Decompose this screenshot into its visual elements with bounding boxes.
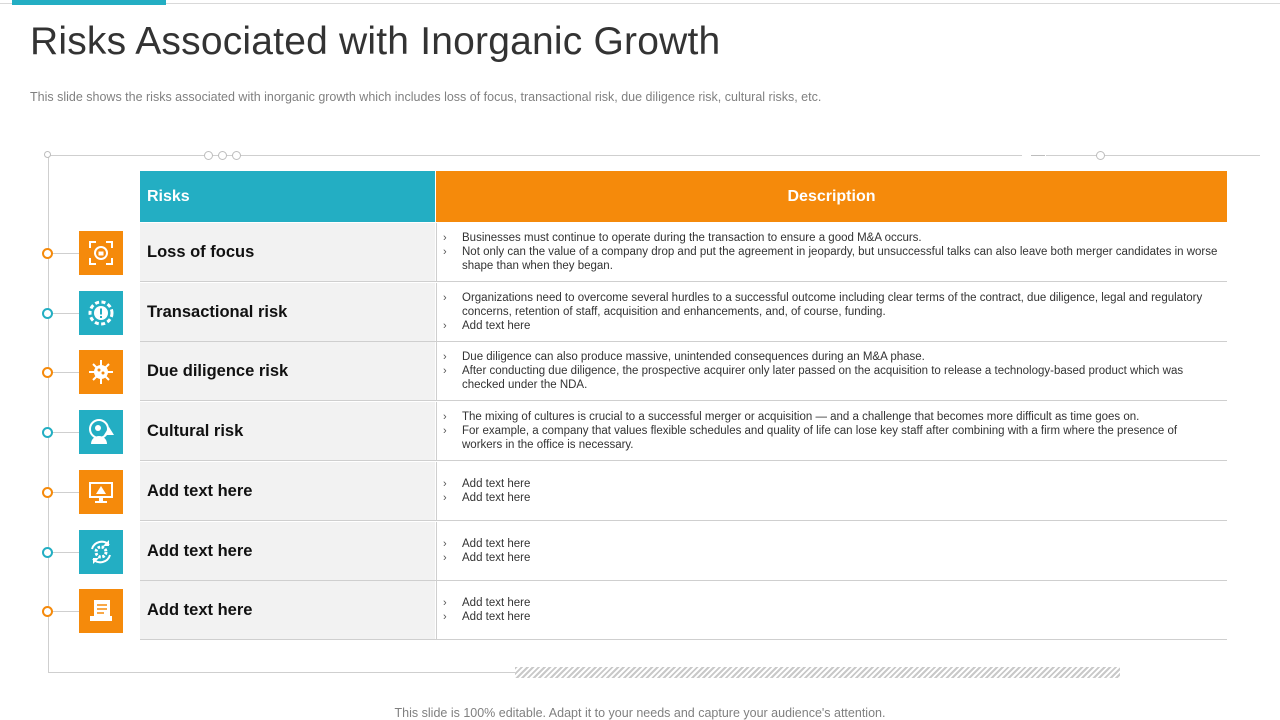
risk-name: Add text here [140,462,435,520]
timeline-dot [42,367,53,378]
bullet-text: For example, a company that values flexible schedules and quality of life can lose key staff after combining with a firm where the presence of workers in the office is necessary. [462,425,1178,451]
risk-description [436,283,1227,341]
slide-title: Risks Associated with Inorganic Growth [30,20,721,63]
risk-description [436,522,1227,580]
frame-ring [218,151,227,160]
risks-column-header: Risks [140,171,435,222]
frame-ring [1096,151,1105,160]
risk-name: Transactional risk [140,283,435,341]
description-bullet [443,364,1219,392]
bullet-text: Businesses must continue to operate during the transaction to ensure a good M&A occurs. [462,232,922,244]
bullet-text: Add text here [462,597,531,609]
description-bullet [443,477,1219,491]
bullet-text: Add text here [462,538,531,550]
chevron-right-icon: › [443,411,447,423]
chevron-right-icon: › [443,365,447,377]
table-row [140,342,1227,401]
table-row [140,223,1227,282]
timeline-dot [42,248,53,259]
frame-dash [1031,155,1045,156]
description-bullet [443,231,1219,245]
table-row [140,522,1227,581]
risk-name: Cultural risk [140,402,435,460]
risk-name: Add text here [140,581,435,639]
refresh-gear-icon [79,530,123,574]
timeline-dot [42,606,53,617]
chevron-right-icon: › [443,425,447,437]
timeline-dot [42,308,53,319]
bullet-text: Due diligence can also produce massive, unintended consequences during an M&A phase. [462,351,925,363]
risk-name: Due diligence risk [140,342,435,400]
bullet-text: Add text here [462,552,531,564]
description-bullet [443,491,1219,505]
hatch-bar [515,667,1120,678]
bullet-text: Not only can the value of a company drop and put the agreement in jeopardy, but unsuccessful talks can also leave both merger candidates in worse shape than when they began. [462,246,1218,272]
focus-icon [79,231,123,275]
risk-name: Add text here [140,522,435,580]
chevron-right-icon: › [443,246,447,258]
chevron-right-icon: › [443,611,447,623]
timeline-dot [42,427,53,438]
risk-description [436,223,1227,281]
risk-description [436,581,1227,639]
timeline-dot [42,487,53,498]
frame-ring [204,151,213,160]
description-bullet [443,410,1219,424]
description-bullet [443,291,1219,319]
table-row [140,581,1227,640]
description-bullet [443,319,1219,333]
risk-description [436,342,1227,400]
virus-icon [79,350,123,394]
table-row [140,462,1227,521]
risk-description [436,402,1227,460]
frame-ring [232,151,241,160]
description-bullet [443,537,1219,551]
table-row [140,283,1227,342]
chevron-right-icon: › [443,292,447,304]
document-icon [79,589,123,633]
alert-gear-icon [79,291,123,335]
description-bullet [443,610,1219,624]
description-bullet [443,424,1219,452]
chevron-right-icon: › [443,478,447,490]
bullet-text: After conducting due diligence, the prospective acquirer only later passed on the acquisition to release a technology-based product which was checked under the NDA. [462,365,1184,391]
bullet-text: Add text here [462,611,531,623]
chevron-right-icon: › [443,552,447,564]
top-accent-bar [12,0,166,5]
bullet-text: The mixing of cultures is crucial to a successful merger or acquisition — and a challenge that becomes more difficult as time goes on. [462,411,1140,423]
table-row [140,402,1227,461]
frame-bottom-line [48,672,518,673]
bullet-text: Organizations need to overcome several hurdles to a successful outcome including clear terms of the contract, due diligence, legal and regulatory concerns, retention of staff, acquisition and enhancements, and, of course, funding. [462,292,1203,318]
culture-people-icon [79,410,123,454]
description-bullet [443,245,1219,273]
frame-top-line [48,155,1260,156]
description-column-header: Description [436,171,1227,222]
timeline-dot [42,547,53,558]
risk-description [436,462,1227,520]
monitor-warning-icon [79,470,123,514]
description-bullet [443,596,1219,610]
chevron-right-icon: › [443,232,447,244]
description-bullet [443,350,1219,364]
chevron-right-icon: › [443,538,447,550]
risk-name: Loss of focus [140,223,435,281]
bullet-text: Add text here [462,492,531,504]
top-rule [0,3,1280,4]
chevron-right-icon: › [443,597,447,609]
slide-footer: This slide is 100% editable. Adapt it to your needs and capture your audience's attention. [394,706,886,720]
chevron-right-icon: › [443,351,447,363]
chevron-right-icon: › [443,320,447,332]
slide-subtitle: This slide shows the risks associated with inorganic growth which includes loss of focus, transactional risk, due diligence risk, cultural risks, etc. [30,90,822,104]
chevron-right-icon: › [443,492,447,504]
frame-corner-dot [44,151,51,158]
description-bullet [443,551,1219,565]
bullet-text: Add text here [462,320,531,332]
frame-left-line [48,155,49,673]
bullet-text: Add text here [462,478,531,490]
